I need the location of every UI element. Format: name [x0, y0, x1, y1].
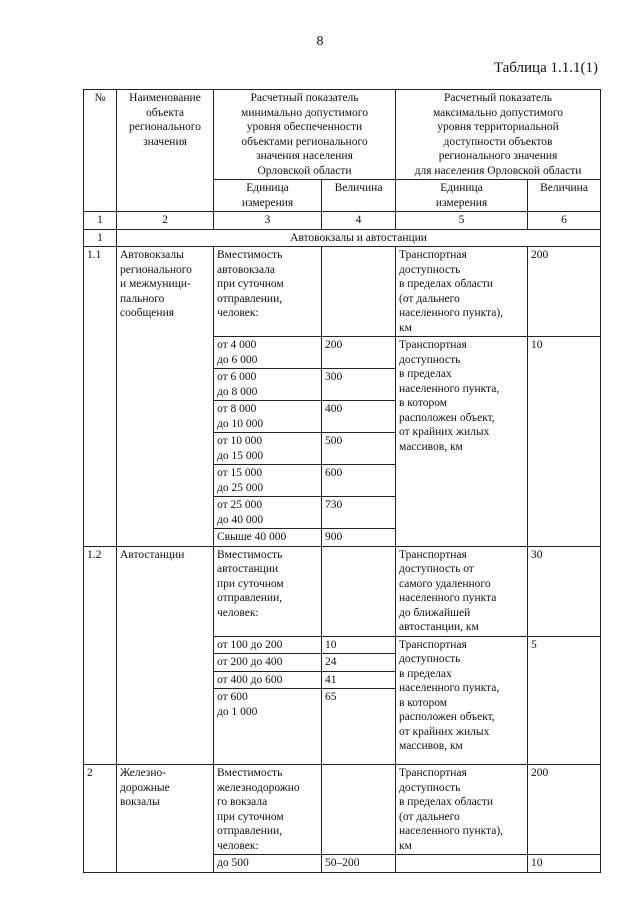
empty-cell [322, 546, 396, 636]
header-unit-2: Единица измерения [396, 180, 528, 212]
row-num: 2 [84, 765, 117, 873]
access-unit: Транспортная доступность в пределах населенного пункта, в котором расположен объект, от крайних жилых массивов, км [396, 337, 528, 547]
section-title: Автовокзалы и автостанции [117, 229, 601, 247]
col-number: 5 [396, 212, 528, 230]
capacity-range: от 400 до 600 [214, 671, 322, 689]
capacity-range: от 25 000 до 40 000 [214, 497, 322, 529]
capacity-range: от 200 до 400 [214, 654, 322, 672]
access-value: 30 [528, 546, 601, 636]
capacity-heading: Вместимость автостанции при суточном отправлении, человек: [214, 546, 322, 636]
header-min-group: Расчетный показатель минимально допустимого уровня обеспеченности объектами регионального значения населения Орловской области [214, 90, 396, 180]
access-unit: Транспортная доступность в пределах населенного пункта, в котором расположен объект, от крайних жилых массивов, км [396, 636, 528, 765]
empty-cell [322, 247, 396, 337]
capacity-value: 65 [322, 689, 396, 765]
capacity-heading: Вместимость железнодорожно го вокзала при суточном отправлении, человек: [214, 765, 322, 855]
section-num: 1 [84, 229, 117, 247]
access-value: 5 [528, 636, 601, 765]
capacity-range: от 100 до 200 [214, 636, 322, 654]
empty-cell [396, 855, 528, 873]
object-name: Автовокзалы регионального и межмуници- пального сообщения [117, 247, 214, 547]
capacity-value: 200 [322, 337, 396, 369]
access-value: 200 [528, 765, 601, 855]
section-row [84, 229, 601, 247]
access-unit: Транспортная доступность от самого удаленного населенного пункта до ближайшей автостанции, км [396, 546, 528, 636]
header-max-group: Расчетный показатель максимально допустимого уровня территориальной доступности объектов регионального значения для населения Орловской области [396, 90, 601, 180]
header-name: Наименование объекта регионального значения [117, 90, 214, 212]
capacity-value: 50–200 [322, 855, 396, 873]
row-num: 1.2 [84, 546, 117, 765]
object-name: Железно- дорожные вокзалы [117, 765, 214, 873]
col-number: 3 [214, 212, 322, 230]
header-row-1 [84, 90, 601, 180]
access-unit: Транспортная доступность в пределах области (от дальнего населенного пункта), км [396, 247, 528, 337]
header-unit-1: Единица измерения [214, 180, 322, 212]
capacity-range: от 600 до 1 000 [214, 689, 322, 765]
standards-table [83, 89, 601, 873]
access-value: 10 [528, 855, 601, 873]
header-value-1: Величина [322, 180, 396, 212]
capacity-heading: Вместимость автовокзала при суточном отправлении, человек: [214, 247, 322, 337]
table-row [84, 247, 601, 337]
capacity-range: Свыше 40 000 [214, 529, 322, 547]
table-row [84, 765, 601, 855]
col-number: 2 [117, 212, 214, 230]
access-value: 10 [528, 337, 601, 547]
capacity-value: 41 [322, 671, 396, 689]
header-value-2: Величина [528, 180, 601, 212]
capacity-range: от 8 000 до 10 000 [214, 401, 322, 433]
object-name: Автостанции [117, 546, 214, 765]
column-numbers-row [84, 212, 601, 230]
page-number: 8 [316, 34, 324, 49]
capacity-value: 10 [322, 636, 396, 654]
access-unit: Транспортная доступность в пределах области (от дальнего населенного пункта), км [396, 765, 528, 855]
col-number: 1 [84, 212, 117, 230]
capacity-value: 900 [322, 529, 396, 547]
capacity-range: от 6 000 до 8 000 [214, 369, 322, 401]
capacity-range: от 15 000 до 25 000 [214, 465, 322, 497]
col-number: 4 [322, 212, 396, 230]
table-row [84, 546, 601, 636]
capacity-range: до 500 [214, 855, 322, 873]
capacity-value: 600 [322, 465, 396, 497]
capacity-value: 500 [322, 433, 396, 465]
row-num: 1.1 [84, 247, 117, 547]
capacity-value: 730 [322, 497, 396, 529]
access-value: 200 [528, 247, 601, 337]
capacity-range: от 4 000 до 6 000 [214, 337, 322, 369]
capacity-value: 24 [322, 654, 396, 672]
header-num: № [84, 90, 117, 212]
capacity-value: 400 [322, 401, 396, 433]
capacity-value: 300 [322, 369, 396, 401]
table-caption: Таблица 1.1.1(1) [493, 60, 598, 76]
capacity-range: от 10 000 до 15 000 [214, 433, 322, 465]
empty-cell [322, 765, 396, 855]
col-number: 6 [528, 212, 601, 230]
